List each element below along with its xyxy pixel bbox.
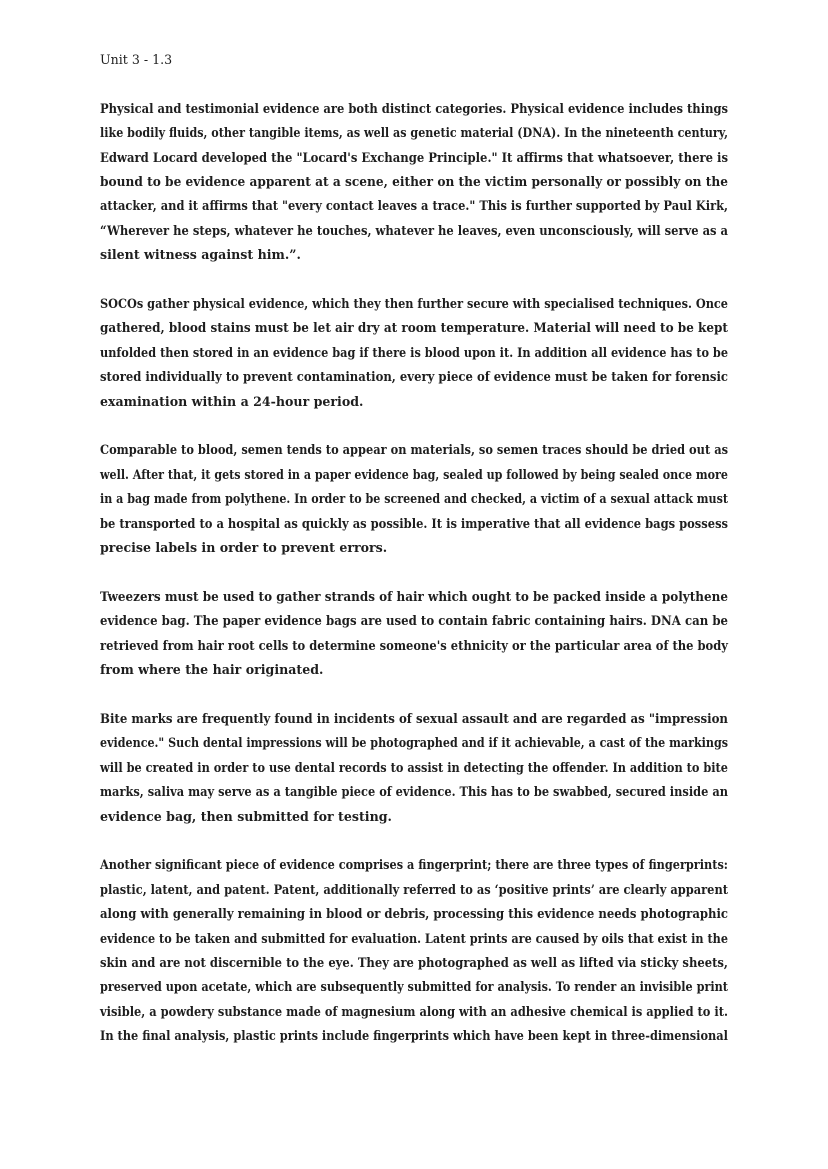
paragraph-socos — [100, 292, 730, 414]
text-line: evidence bag, then submitted for testing. — [100, 808, 392, 824]
text-line: evidence bag. The paper evidence bags are used to contain fabric containing hairs. DNA can be — [100, 613, 728, 629]
text-line: unfolded then stored in an evidence bag if there is blood upon it. In addition all evidence has to be — [100, 344, 729, 360]
text-line: from where the hair originated. — [100, 662, 324, 678]
text-line: Bite marks are frequently found in incidents of sexual assault and are regarded as "impression — [100, 710, 728, 726]
text-line: precise labels in order to prevent errors. — [100, 540, 388, 556]
text-line: Comparable to blood, semen tends to appear on materials, so semen traces should be dried out as — [100, 442, 729, 458]
text-line: be transported to a hospital as quickly as possible. It is imperative that all evidence bags possess — [100, 515, 729, 531]
paragraph-semen — [100, 438, 730, 560]
text-line: stored individually to prevent contamination, every piece of evidence must be taken for forensic — [100, 369, 728, 385]
text-line: Physical and testimonial evidence are both distinct categories. Physical evidence includes things — [100, 100, 729, 116]
text-line: evidence." Such dental impressions will be photographed and if it achievable, a cast of the markings — [100, 735, 729, 751]
text-line: gathered, blood stains must be let air dry at room temperature. Material will need to be kept — [100, 320, 728, 336]
paragraph-hair — [100, 585, 730, 683]
text-line: in a bag made from polythene. In order to be screened and checked, a victim of a sexual attack must — [100, 491, 728, 507]
text-line: along with generally remaining in blood or debris, processing this evidence needs photographic — [100, 906, 729, 922]
paragraph-bite-marks — [100, 707, 730, 829]
text-line: will be created in order to use dental records to assist in detecting the offender. In addition to bite — [100, 759, 728, 775]
text-line: silent witness against him.”. — [100, 247, 301, 263]
paragraph-physical-evidence — [100, 97, 730, 268]
text-line: preserved upon acetate, which are subsequently submitted for analysis. To render an invisible print — [100, 979, 728, 995]
text-line: retrieved from hair root cells to determine someone's ethnicity or the particular area of the body — [100, 637, 729, 653]
text-line: Another significant piece of evidence comprises a fingerprint; there are three types of fingerprints: — [100, 857, 728, 873]
text-line: plastic, latent, and patent. Patent, additionally referred to as ‘positive prints’ are clearly apparent — [100, 881, 729, 897]
text-line: evidence to be taken and submitted for evaluation. Latent prints are caused by oils that exist in the — [100, 930, 728, 946]
text-line: visible, a powdery substance made of magnesium along with an adhesive chemical is applied to it. — [100, 1003, 728, 1019]
paragraph-fingerprints — [100, 853, 730, 1048]
text-line: marks, saliva may serve as a tangible piece of evidence. This has to be swabbed, secured inside an — [100, 784, 729, 800]
text-line: In the final analysis, plastic prints include fingerprints which have been kept in three-dimensional — [100, 1028, 728, 1044]
document-body — [100, 48, 730, 1073]
unit-heading: Unit 3 - 1.3 — [100, 52, 173, 67]
text-line: SOCOs gather physical evidence, which they then further secure with specialised techniques. Once — [100, 296, 729, 312]
text-line: well. After that, it gets stored in a paper evidence bag, sealed up followed by being sealed once more — [100, 466, 728, 482]
text-line: “Wherever he steps, whatever he touches, whatever he leaves, even unconsciously, will serve as a — [100, 222, 729, 238]
text-line: Tweezers must be used to gather strands of hair which ought to be packed inside a polythene — [100, 588, 728, 604]
text-line: bound to be evidence apparent at a scene, either on the victim personally or possibly on the — [100, 174, 728, 190]
text-line: Edward Locard developed the "Locard's Exchange Principle." It affirms that whatsoever, there is — [100, 149, 729, 165]
text-line: examination within a 24-hour period. — [100, 393, 364, 409]
text-line: like bodily fluids, other tangible items, as well as genetic material (DNA). In the nineteenth century, — [100, 125, 729, 141]
text-line: attacker, and it affirms that "every contact leaves a trace." This is further supported by Paul Kirk, — [100, 198, 729, 214]
text-line: skin and are not discernible to the eye. They are photographed as well as lifted via sticky sheets, — [100, 954, 728, 970]
